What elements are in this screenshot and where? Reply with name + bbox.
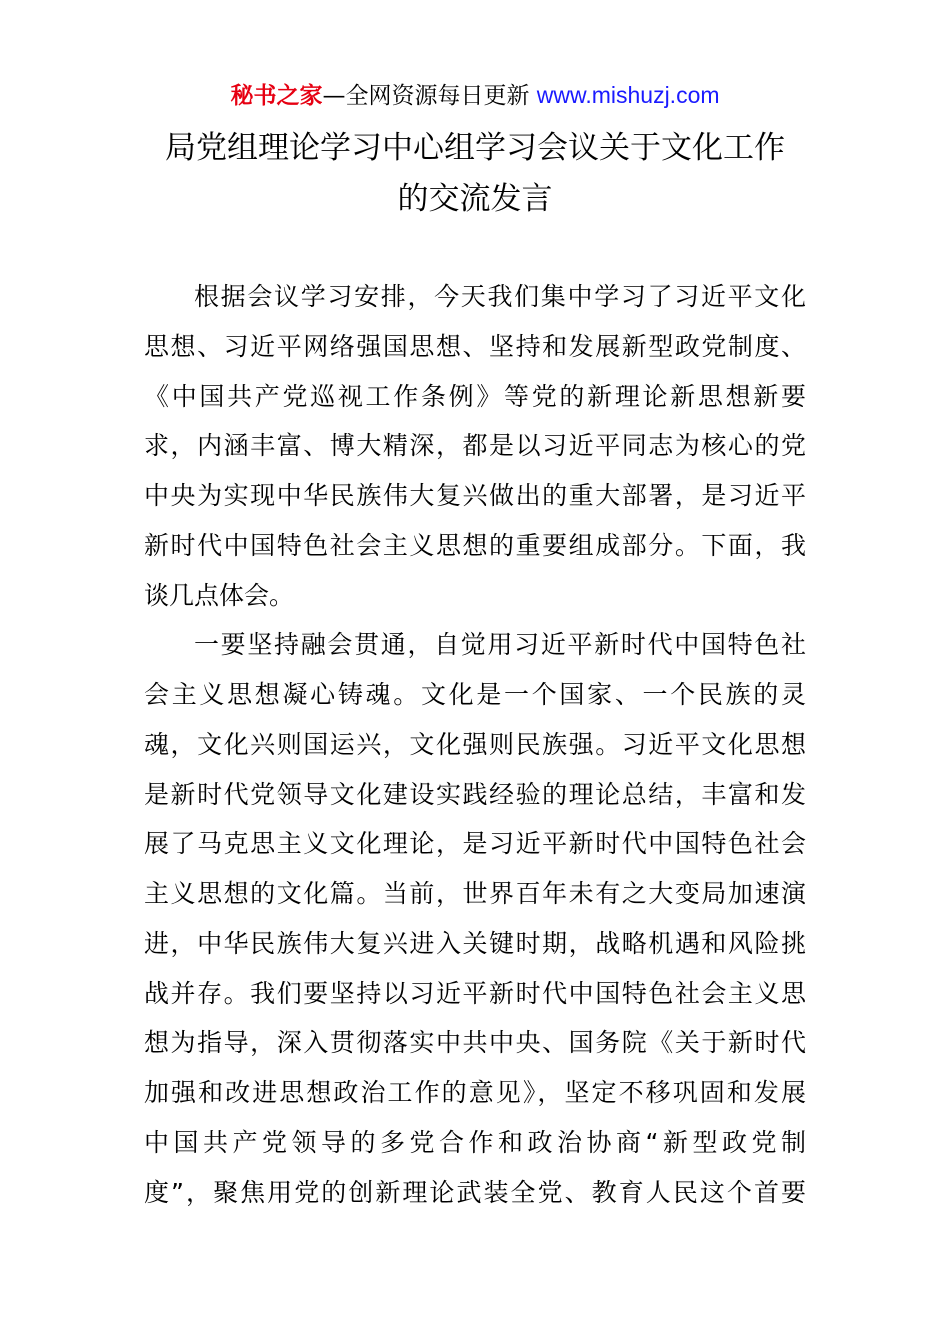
body-line: 加强和改进思想政治工作的意见》，坚定不移巩固和发展 [144,1078,806,1107]
body-line: 求，内涵丰富、博大精深，都是以习近平同志为核心的党 [144,431,806,461]
body-line: 谈几点体会。 [144,580,295,610]
body-line: 新时代中国特色社会主义思想的重要组成部分。下面，我 [144,530,806,560]
title-line-1: 局党组理论学习中心组学习会议关于文化工作 [165,130,785,166]
title-line-2: 的交流发言 [397,181,553,217]
body-line: 魂，文化兴则国运兴，文化强则民族强。习近平文化思想 [144,729,806,759]
body-line: 一要坚持融会贯通，自觉用习近平新时代中国特色社 [194,630,806,660]
body-line: 中国共产党领导的多党合作和政治协商“新型政党制 [144,1127,806,1157]
site-tagline: —全网资源每日更新 [322,83,530,109]
document-body [144,272,806,1217]
paragraph-1 [144,272,806,620]
document-title [95,123,855,225]
paragraph-2 [144,620,806,1217]
body-line: 中央为实现中华民族伟大复兴做出的重大部署，是习近平 [144,481,806,510]
body-line: 进，中华民族伟大复兴进入关键时期，战略机遇和风险挑 [144,928,806,958]
site-header [0,78,950,113]
body-line: 会主义思想凝心铸魂。文化是一个国家、一个民族的灵 [144,680,806,709]
body-line: 思想、习近平网络强国思想、坚持和发展新型政党制度、 [144,331,806,361]
site-brand: 秘书之家 [230,83,323,109]
body-line: 根据会议学习安排，今天我们集中学习了习近平文化 [194,282,806,311]
body-line: 战并存。我们要坚持以习近平新时代中国特色社会主义思 [144,978,806,1008]
body-line: 主义思想的文化篇。当前，世界百年未有之大变局加速演 [144,879,806,908]
body-line: 展了马克思主义文化理论，是习近平新时代中国特色社会 [144,829,806,859]
body-line: 想为指导，深入贯彻落实中共中央、国务院《关于新时代 [144,1028,806,1058]
site-url-link[interactable]: www.mishuzj.com [536,82,720,108]
body-line: 《中国共产党巡视工作条例》等党的新理论新思想新要 [144,381,806,411]
body-line: 度”，聚焦用党的创新理论武装全党、教育人民这个首要 [144,1177,806,1207]
body-line: 是新时代党领导文化建设实践经验的理论总结，丰富和发 [144,779,806,809]
